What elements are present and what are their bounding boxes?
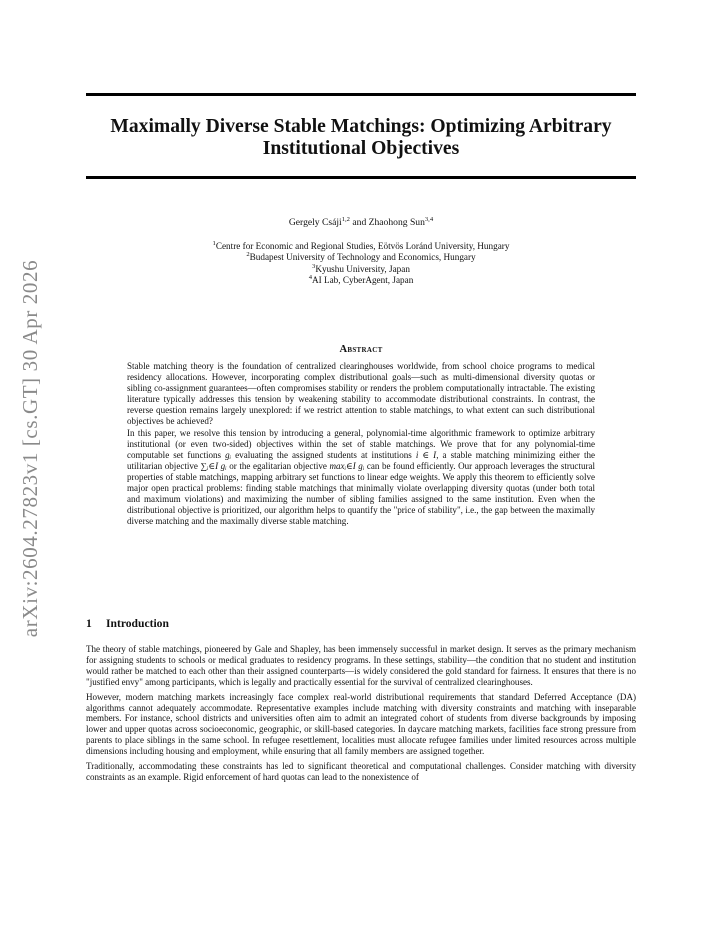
affiliation-line (86, 275, 636, 286)
math-utilitarian-sum: ∑ᵢ∈I gᵢ (200, 461, 227, 472)
section-heading-introduction (86, 617, 169, 630)
affiliation-number: 4 (308, 274, 312, 282)
affiliation-line (86, 264, 636, 275)
body-paragraph: However, modern matching markets increasingly face complex real-world distributional requirements that standard Deferred Acceptance (DA) algorithms cannot adequately accommodate. Representative examples include matching with diversity constraints and matching with inseparable members. For instance, school districts and universities often aim to admit an integrated cohort of students from diverse backgrounds by imposing lower and upper quotas across socioeconomic, geographic, or skill-based categories. In daycare matching markets, facilities face strong pressure from parents to place siblings in the same school. In refugee resettlement, localities must allocate refugee families under limited resources across multiple dimensions including housing and employment, while ensuring that all family members are assigned together. (86, 691, 636, 757)
abstract-body (127, 361, 595, 529)
abstract-paragraph: In this paper, we resolve this tension by introducing a general, polynomial-time algorithmic framework to optimize arbitrary institutional (or even two-sided) objectives within the set of stable matchings. We prove that for any polynomial-time computable set functions gᵢ evaluating the assigned students at institutions i ∈ I, a stable matching minimizing either the utilitarian objective ∑ᵢ∈I gᵢ or the egalitarian objective maxᵢ∈I gᵢ can be found efficiently. Our approach leverages the structural properties of stable matchings, mapping arbitrary set functions to linear edge weights. We apply this theorem to efficiently solve major open practical problems: finding stable matchings that minimally violate overlapping diversity quotas (under both total and maximum violations) and maximizing the number of sibling families assigned to the same institution. Even when the distributional objective is prioritized, our algorithm helps to quantify the "price of stability", i.e., the gap between the maximally diverse matching and the maximally diverse stable matching. (127, 428, 596, 526)
author-name: Gergely Csáji (288, 217, 342, 228)
abstract-heading: Abstract (339, 344, 383, 355)
arxiv-identifier-stamp (14, 238, 48, 658)
affiliation-text: Budapest University of Technology and Economics, Hungary (249, 252, 476, 263)
body-paragraph: Traditionally, accommodating these constraints has led to significant theoretical and computational challenges. Consider matching with diversity constraints as an example. Rigid enforcement of hard quotas can lead to the nonexistence of (86, 761, 636, 782)
arxiv-identifier-text: arXiv:2604.27823v1 [cs.GT] 30 Apr 2026 (18, 259, 43, 637)
introduction-body (86, 644, 636, 787)
affiliation-line (86, 241, 636, 252)
title-rule-top (86, 93, 636, 96)
math-egalitarian-max: maxᵢ∈I gᵢ (329, 461, 365, 472)
author-conjunction: and (349, 217, 369, 228)
author-affiliation-marker: 1,2 (341, 215, 350, 223)
affiliation-text: AI Lab, CyberAgent, Japan (312, 275, 414, 286)
affiliation-line (86, 252, 636, 263)
affiliation-number: 3 (312, 262, 316, 270)
affiliation-text: Centre for Economic and Regional Studies, Eötvös Loránd University, Hungary (215, 241, 510, 251)
paper-title: Maximally Diverse Stable Matchings: Optimizing Arbitrary Institutional Objectives (110, 116, 612, 159)
affiliation-text: Kyushu University, Japan (315, 263, 410, 274)
author-list (86, 217, 636, 228)
affiliation-number: 2 (246, 251, 250, 259)
affiliation-number: 1 (212, 239, 216, 247)
section-title: Introduction (106, 617, 169, 630)
author-affiliation-marker: 3,4 (424, 215, 434, 223)
affiliation-list (86, 241, 636, 287)
title-rule-bottom (86, 176, 636, 179)
math-i-in-I: i ∈ I (415, 450, 437, 461)
body-paragraph: The theory of stable matchings, pioneered by Gale and Shapley, has been immensely successful in market design. It serves as the primary mechanism for assigning students to schools or medical graduates to residency programs. In these settings, stability—the condition that no student and institution would rather be matched to each other than their assigned counterparts—is widely considered the gold standard for fairness. It ensures that there is no "justified envy" among participants, which is legally and practically essential for the survival of centralized clearinghouses. (86, 644, 636, 687)
math-gi: gᵢ (225, 450, 232, 461)
author-name: Zhaohong Sun (368, 217, 425, 228)
abstract-paragraph: Stable matching theory is the foundation of centralized clearinghouses worldwide, from school choice programs to medical residency allocations. However, incorporating complex distributional goals—such as multi-dimensional diversity quotas or sibling co-assignment guarantees—often compromises stability or renders the problem computationally intractable. The existing literature typically addresses this tension by weakening stability to accommodate distributional constraints. In contrast, the reverse question remains largely unexplored: if we restrict attention to stable matchings, to what extent can such distributional objectives be achieved? (127, 361, 595, 426)
section-number: 1 (86, 617, 92, 630)
